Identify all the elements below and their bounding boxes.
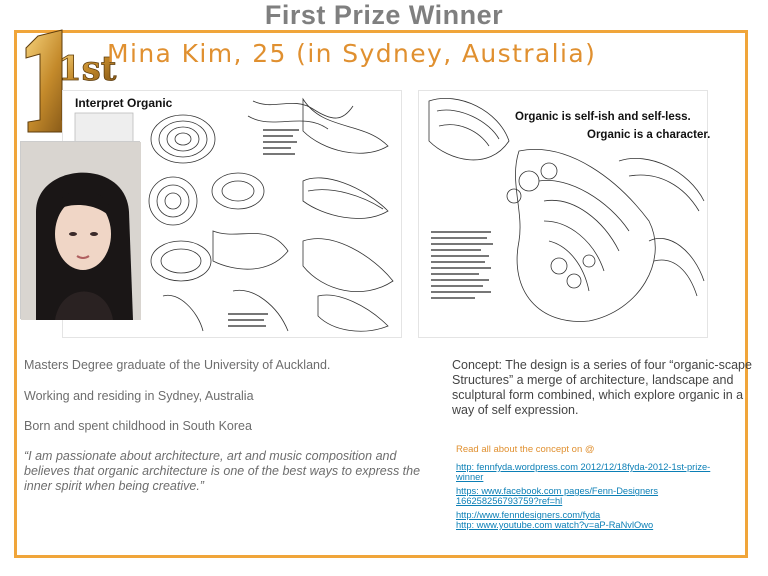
concept-description: Concept: The design is a series of four “organic-scape Structures” a merge of architecture, landscape and sculptural form combined, which explore organic in a way of self expression. — [452, 358, 752, 417]
read-more-label: Read all about the concept on @ — [456, 444, 595, 455]
bio-education: Masters Degree graduate of the University of Auckland. — [24, 358, 331, 372]
sheet-right-heading-2: Organic is a character. — [587, 129, 711, 141]
bio-location: Working and residing in Sydney, Australia — [24, 389, 254, 403]
portrait-photo — [21, 142, 141, 320]
bio-childhood: Born and spent childhood in South Korea — [24, 419, 252, 433]
blog-link[interactable]: http: fennfyda.wordpress.com 2012/12/18fyda-2012-1st-prize-winner — [456, 462, 711, 482]
sketch-sheet-right — [418, 90, 711, 338]
sheet-left-heading: Interpret Organic — [75, 96, 173, 110]
sheet-right-heading-1: Organic is self-ish and self-less. — [515, 111, 691, 123]
winner-quote: “I am passionate about architecture, art and music composition and believes that organic architecture is one of the best ways to express the inner spirit when being creative.” — [24, 449, 421, 493]
slide-title: First Prize Winner — [264, 0, 504, 30]
facebook-link[interactable]: https: www.facebook.com pages/Fenn-Designers 166258256793759?ref=hl — [456, 486, 659, 506]
badge-text: 1st — [58, 49, 117, 89]
youtube-link[interactable]: http: www.youtube.com watch?v=aP-RaNvlOwo — [456, 520, 654, 530]
sketch-drawings-right — [419, 91, 709, 339]
website-link[interactable]: http://www.fenndesigners.com/fyda — [456, 510, 601, 520]
winner-name: Mina Kim, 25 (in Sydney, Australia) — [107, 39, 597, 68]
winner-portrait — [20, 141, 140, 319]
